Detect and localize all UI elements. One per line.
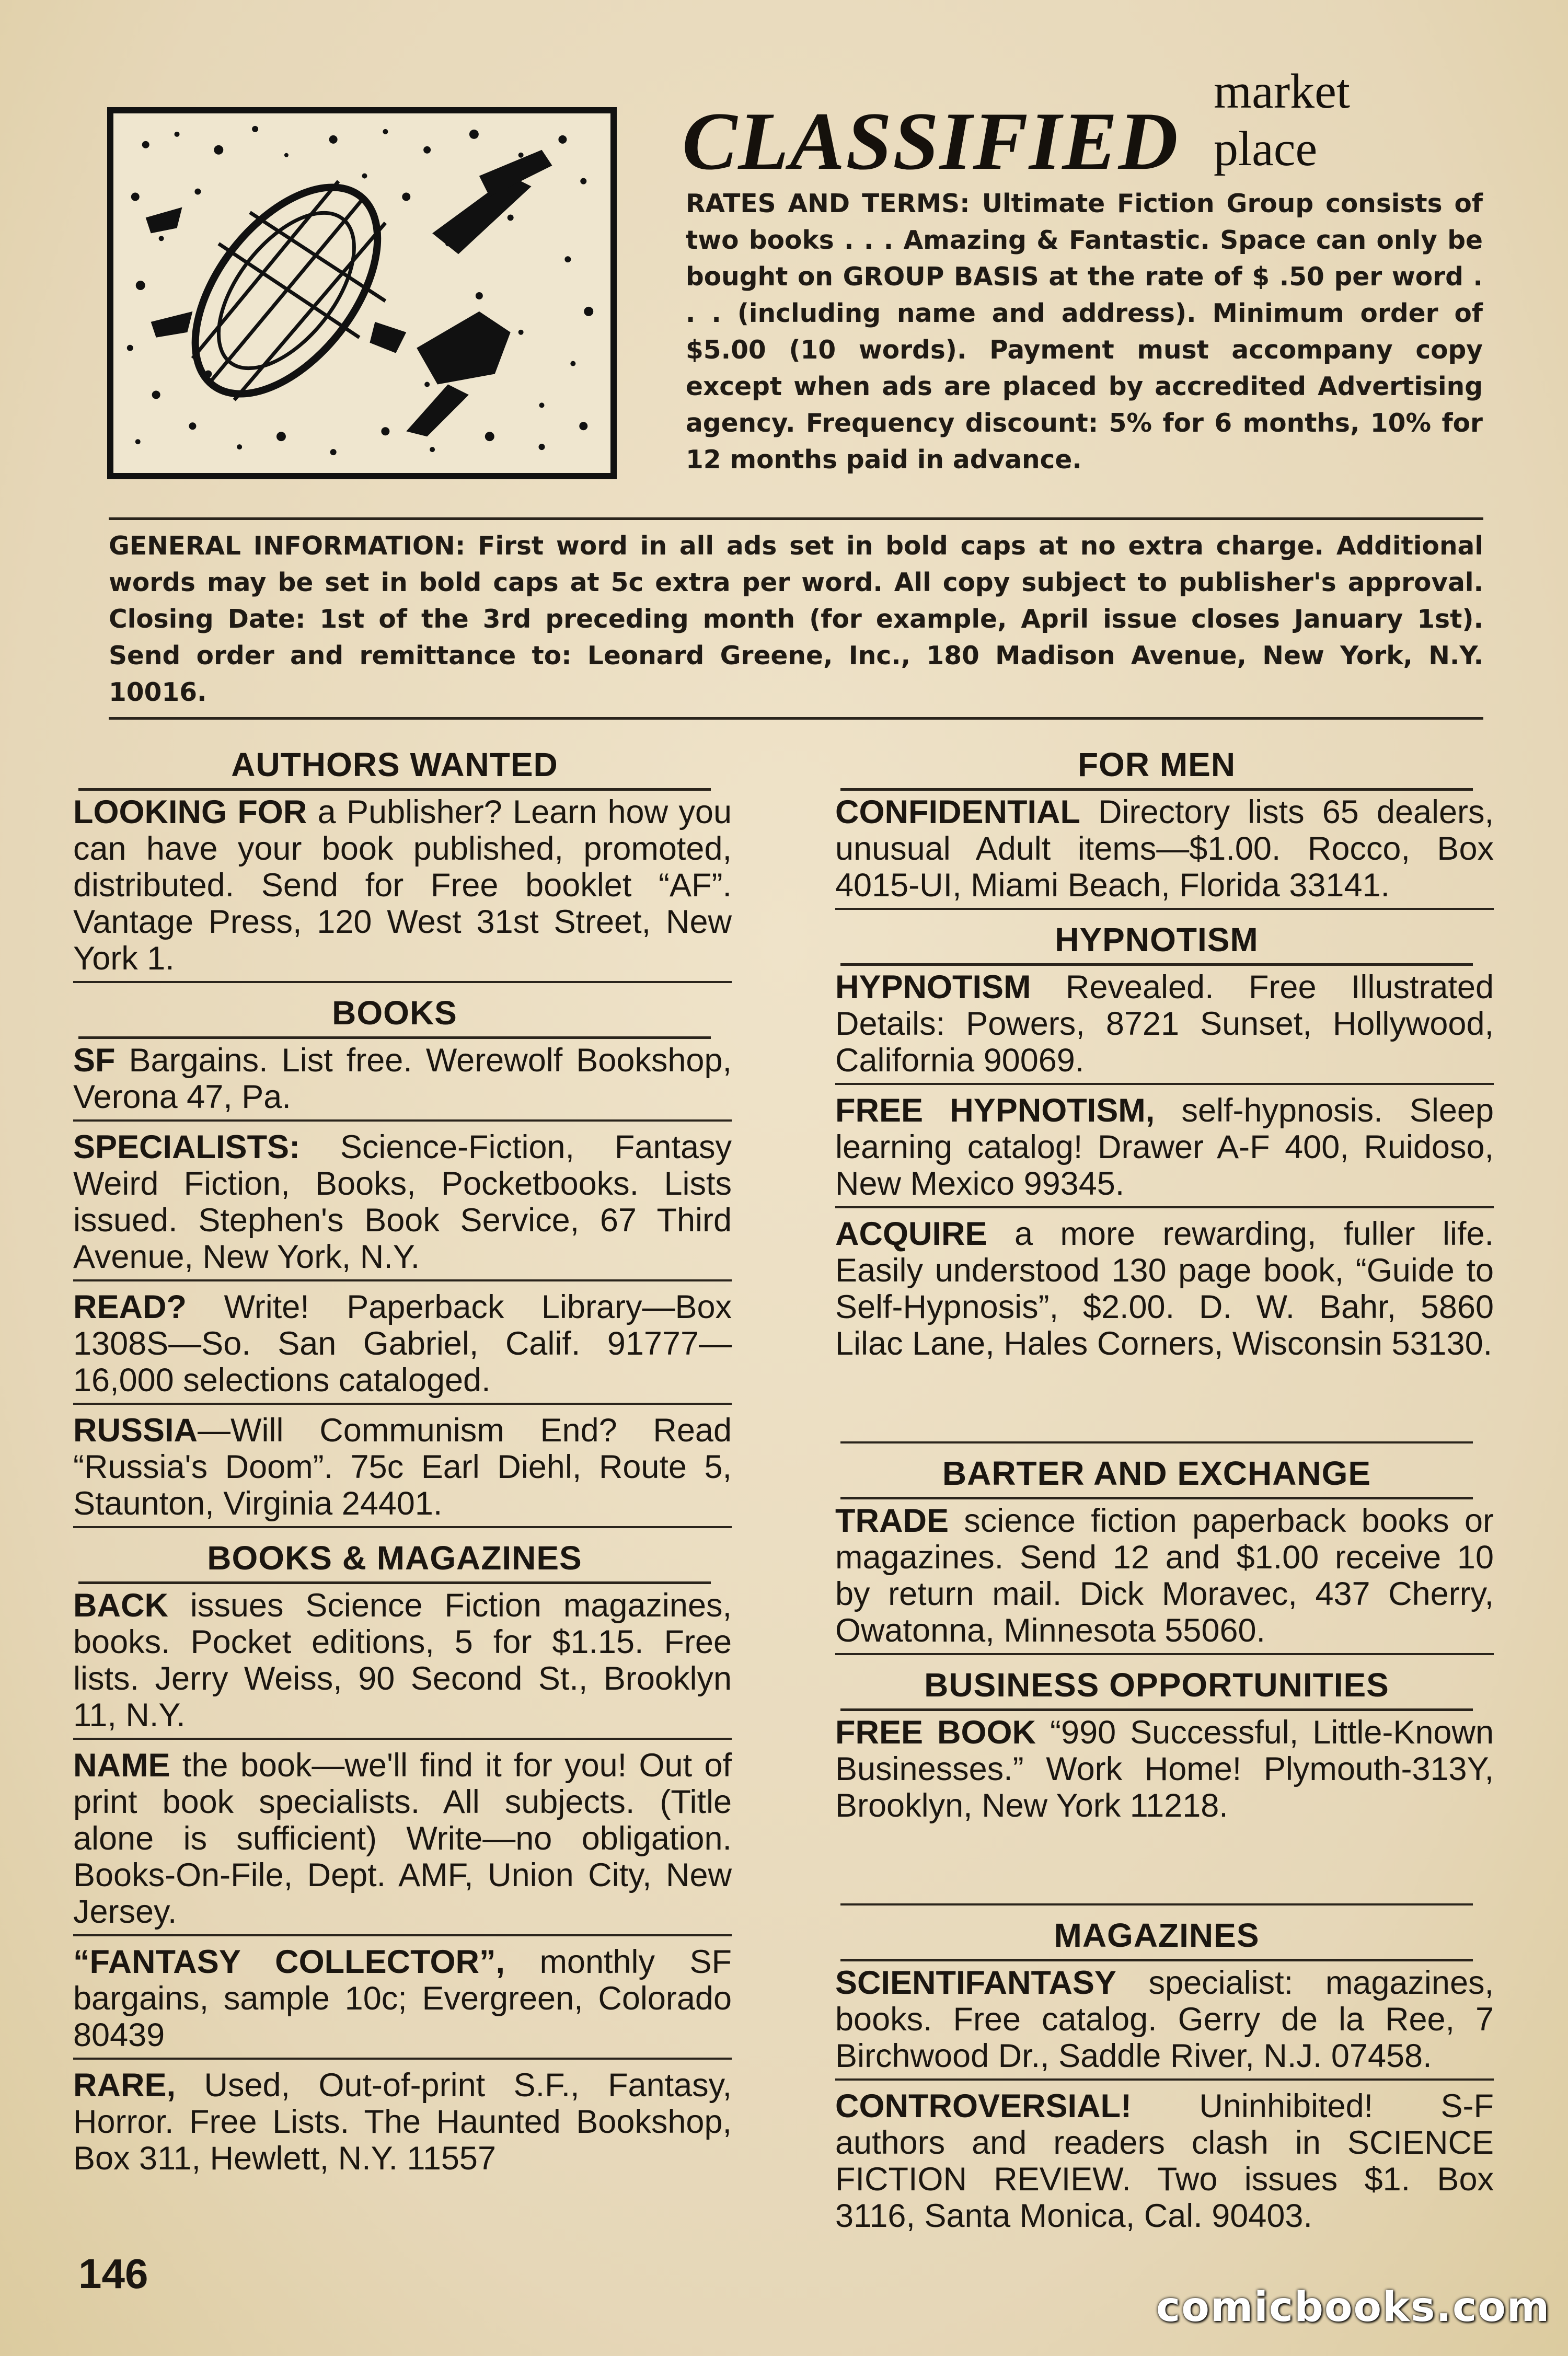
ad-lead: RARE,: [73, 2067, 176, 2104]
classified-ad: [835, 969, 1494, 1085]
ad-text: Bargains. List free. Werewolf Bookshop, Verona 47, Pa.: [73, 1042, 732, 1115]
ad-text: —Will Communism End? Read “Russia's Doom”. 75c Earl Diehl, Route 5, Staunton, Virginia 24401.: [73, 1412, 732, 1522]
left-column: [73, 742, 732, 2188]
classified-ad: [73, 1944, 732, 2060]
ad-text: Revealed. Free Illustrated Details: Powers, 8721 Sunset, Hollywood, California 90069.: [835, 969, 1494, 1079]
ad-text: the book—we'll find it for you! Out of print book specialists. All subjects. (Title alone is sufficient) Write—no obligation. Books-On-File, Dept. AMF, Union City, New Jersey.: [73, 1747, 732, 1930]
classified-ad: [73, 1042, 732, 1122]
ad-text: a more rewarding, fuller life. Easily understood 130 page book, “Guide to Self-Hypnosis”, $2.00. D. W. Bahr, 5860 Lilac Lane, Hales Corners, Wisconsin 53130.: [835, 1216, 1494, 1362]
ad-lead: BACK: [73, 1587, 168, 1624]
classified-ad: [73, 2067, 732, 2181]
general-information: [109, 528, 1483, 711]
section-heading: BOOKS & MAGAZINES: [78, 1535, 711, 1584]
ad-text: specialist: magazines, books. Free catalog. Gerry de la Ree, 7 Birchwood Dr., Saddle River, N.J. 07458.: [835, 1965, 1494, 2074]
section-heading: BOOKS: [78, 990, 711, 1039]
spaceship-illustration: [107, 107, 617, 479]
ad-text: “990 Successful, Little-Known Businesses.” Work Home! Plymouth-313Y, Brooklyn, New York 11218.: [835, 1714, 1494, 1824]
section-authors-wanted: [73, 742, 732, 983]
rates-text: Ultimate Fiction Group consists of two books . . . Amazing & Fantastic. Space can only be bought on GROUP BASIS at the rate of $ .50 per word . . . (including name and address). Minimum order of $5.00 (10 words). Payment must accompany copy except when ads are placed by accredited Advertising agency. Frequency discount: 5% for 6 months, 10% for 12 months paid in advance.: [686, 189, 1483, 475]
ad-lead: FREE BOOK: [835, 1714, 1036, 1751]
ad-text: Uninhibited! S-F authors and readers clash in SCIENCE FICTION REVIEW. Two issues $1. Box 3116, Santa Monica, Cal. 90403.: [835, 2088, 1494, 2234]
ad-text: monthly SF bargains, sample 10c; Evergreen, Colorado 80439: [73, 1944, 732, 2053]
section-heading: HYPNOTISM: [840, 917, 1473, 966]
classified-ad: [835, 1216, 1494, 1366]
ad-lead: CONFIDENTIAL: [835, 794, 1080, 830]
ad-text: Directory lists 65 dealers, unusual Adult items—$1.00. Rocco, Box 4015-UI, Miami Beach, Florida 33141.: [835, 794, 1494, 904]
ad-text: Write! Paperback Library—Box 1308S—So. San Gabriel, Calif. 91777—16,000 selections cataloged.: [73, 1289, 732, 1399]
spaceship-icon: [113, 113, 610, 473]
ad-text: Used, Out-of-print S.F., Fantasy, Horror. Free Lists. The Haunted Bookshop, Box 311, Hewlett, N.Y. 11557: [73, 2067, 732, 2177]
ad-lead: LOOKING FOR: [73, 794, 307, 830]
section-heading: BARTER AND EXCHANGE: [840, 1451, 1473, 1499]
classified-ad: [835, 1714, 1494, 1828]
classified-ad: [835, 1965, 1494, 2081]
market-place-label: [1214, 63, 1350, 178]
divider: [109, 517, 1483, 520]
place-word: place: [1214, 122, 1318, 176]
ad-lead: CONTROVERSIAL!: [835, 2088, 1132, 2124]
classified-ad: [835, 1503, 1494, 1655]
ad-text: Science-Fiction, Fantasy Weird Fiction, Books, Pocketbooks. Lists issued. Stephen's Book Service, 67 Third Avenue, New York, N.Y.: [73, 1129, 732, 1275]
ad-text: self-hypnosis. Sleep learning catalog! Drawer A-F 400, Ruidoso, New Mexico 99345.: [835, 1092, 1494, 1202]
ad-lead: TRADE: [835, 1503, 949, 1539]
section-heading: MAGAZINES: [840, 1913, 1473, 1961]
section-heading: BUSINESS OPPORTUNITIES: [840, 1662, 1473, 1711]
classified-ad: [73, 1747, 732, 1936]
section-heading: FOR MEN: [840, 742, 1473, 791]
section-barter-and-exchange: [835, 1451, 1494, 1655]
section-heading: AUTHORS WANTED: [78, 742, 711, 791]
ad-lead: SPECIALISTS:: [73, 1129, 301, 1165]
section-books-and-magazines: [73, 1535, 732, 2181]
classified-ad: [835, 2088, 1494, 2238]
ad-text: science fiction paperback books or magazines. Send 12 and $1.00 receive 10 by return mail. Dick Moravec, 437 Cherry, Owatonna, Minnesota 55060.: [835, 1503, 1494, 1649]
market-word: market: [1214, 64, 1350, 119]
section-hypnotism: [835, 917, 1494, 1366]
page-title: CLASSIFIED: [682, 96, 1179, 187]
page-number: 146: [78, 2250, 148, 2297]
ad-text: a Publisher? Learn how you can have your book published, promoted, distributed. Send for Free booklet “AF”. Vantage Press, 120 West 31st Street, New York 1.: [73, 794, 732, 977]
ad-lead: RUSSIA: [73, 1412, 198, 1449]
ad-lead: FREE HYPNOTISM,: [835, 1092, 1155, 1129]
classified-ad: [73, 1587, 732, 1740]
spacer-divider: [840, 1835, 1473, 1905]
ad-lead: SF: [73, 1042, 116, 1079]
ad-lead: SCIENTIFANTASY: [835, 1965, 1116, 2001]
ad-lead: NAME: [73, 1747, 170, 1784]
general-label: GENERAL INFORMATION:: [109, 532, 466, 561]
divider: [109, 717, 1483, 720]
rates-and-terms: [686, 186, 1483, 478]
ad-lead: HYPNOTISM: [835, 969, 1031, 1006]
right-column: [835, 742, 1494, 2246]
section-books: [73, 990, 732, 1528]
section-business-opportunities: [835, 1662, 1494, 1828]
classified-ad: [73, 1129, 732, 1281]
rates-label: RATES AND TERMS:: [686, 189, 970, 218]
ad-lead: READ?: [73, 1289, 187, 1325]
ad-text: issues Science Fiction magazines, books. Pocket editions, 5 for $1.15. Free lists. Jerry Weiss, 90 Second St., Brooklyn 11, N.Y.: [73, 1587, 732, 1734]
classified-ad: [73, 794, 732, 983]
classified-ad: [835, 1092, 1494, 1208]
ad-lead: ACQUIRE: [835, 1216, 987, 1252]
spacer-divider: [840, 1373, 1473, 1443]
section-magazines: [835, 1913, 1494, 2238]
general-text: First word in all ads set in bold caps at no extra charge. Additional words may be set in bold caps at 5c extra per word. All copy subject to publisher's approval. Closing Date: 1st of the 3rd preceding month (for example, April issue closes January 1st). Send order and remittance to: Leonard Greene, Inc., 180 Madison Avenue, New York, N.Y. 10016.: [109, 532, 1483, 707]
classified-ad: [73, 1289, 732, 1405]
classified-ad: [73, 1412, 732, 1528]
watermark-logo: comicbooks.com: [1156, 2284, 1551, 2331]
section-for-men: [835, 742, 1494, 910]
classified-ad: [835, 794, 1494, 910]
ad-lead: “FANTASY COLLECTOR”,: [73, 1944, 505, 1980]
